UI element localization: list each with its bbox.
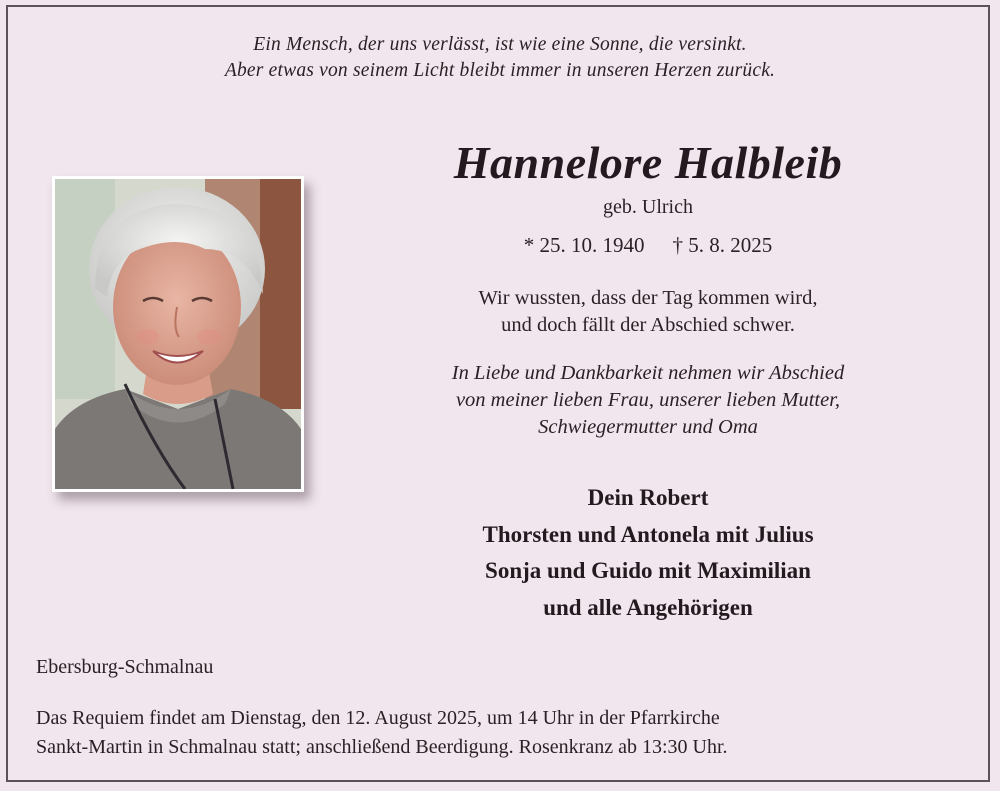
family-line: Sonja und Guido mit Maximilian xyxy=(485,558,811,583)
death-date: † 5. 8. 2025 xyxy=(672,233,773,257)
portrait-photo xyxy=(55,179,301,489)
farewell-line-1: In Liebe und Dankbarkeit nehmen wir Abschied xyxy=(451,362,845,384)
family-line: Thorsten und Antonela mit Julius xyxy=(482,521,814,547)
motto xyxy=(0,32,1000,84)
service-line-2: Sankt-Martin in Schmalnau statt; anschließend Beerdigung. Rosenkranz ab 13:30 Uhr. xyxy=(36,736,728,758)
motto-line-2: Aber etwas von seinem Licht bleibt immer in unseren Herzen zurück. xyxy=(224,60,776,81)
family-signatures xyxy=(310,480,986,626)
family-line: und alle Angehörigen xyxy=(543,594,753,620)
quote-line-2: und doch fällt der Abschied schwer. xyxy=(501,314,795,336)
farewell-line-3: Schwiegermutter und Oma xyxy=(538,416,758,438)
farewell-text xyxy=(310,360,986,441)
place: Ebersburg-Schmalnau xyxy=(36,656,214,678)
portrait-photo-frame xyxy=(52,176,304,492)
deceased-name: Hannelore Halbleib xyxy=(453,137,843,188)
birth-date: * 25. 10. 1940 xyxy=(523,233,645,257)
motto-line-1: Ein Mensch, der uns verlässt, ist wie eine Sonne, die versinkt. xyxy=(253,34,747,55)
life-dates xyxy=(310,231,986,259)
birth-name: geb. Ulrich xyxy=(603,196,693,218)
service-info xyxy=(36,704,966,762)
service-line-1: Das Requiem findet am Dienstag, den 12. August 2025, um 14 Uhr in der Pfarrkirche xyxy=(36,707,720,729)
family-line: Dein Robert xyxy=(587,485,709,510)
quote-line-1: Wir wussten, dass der Tag kommen wird, xyxy=(478,287,818,309)
portrait-illustration xyxy=(55,179,301,489)
farewell-line-2: von meiner lieben Frau, unserer lieben Mutter, xyxy=(455,389,841,411)
quote xyxy=(310,285,986,339)
